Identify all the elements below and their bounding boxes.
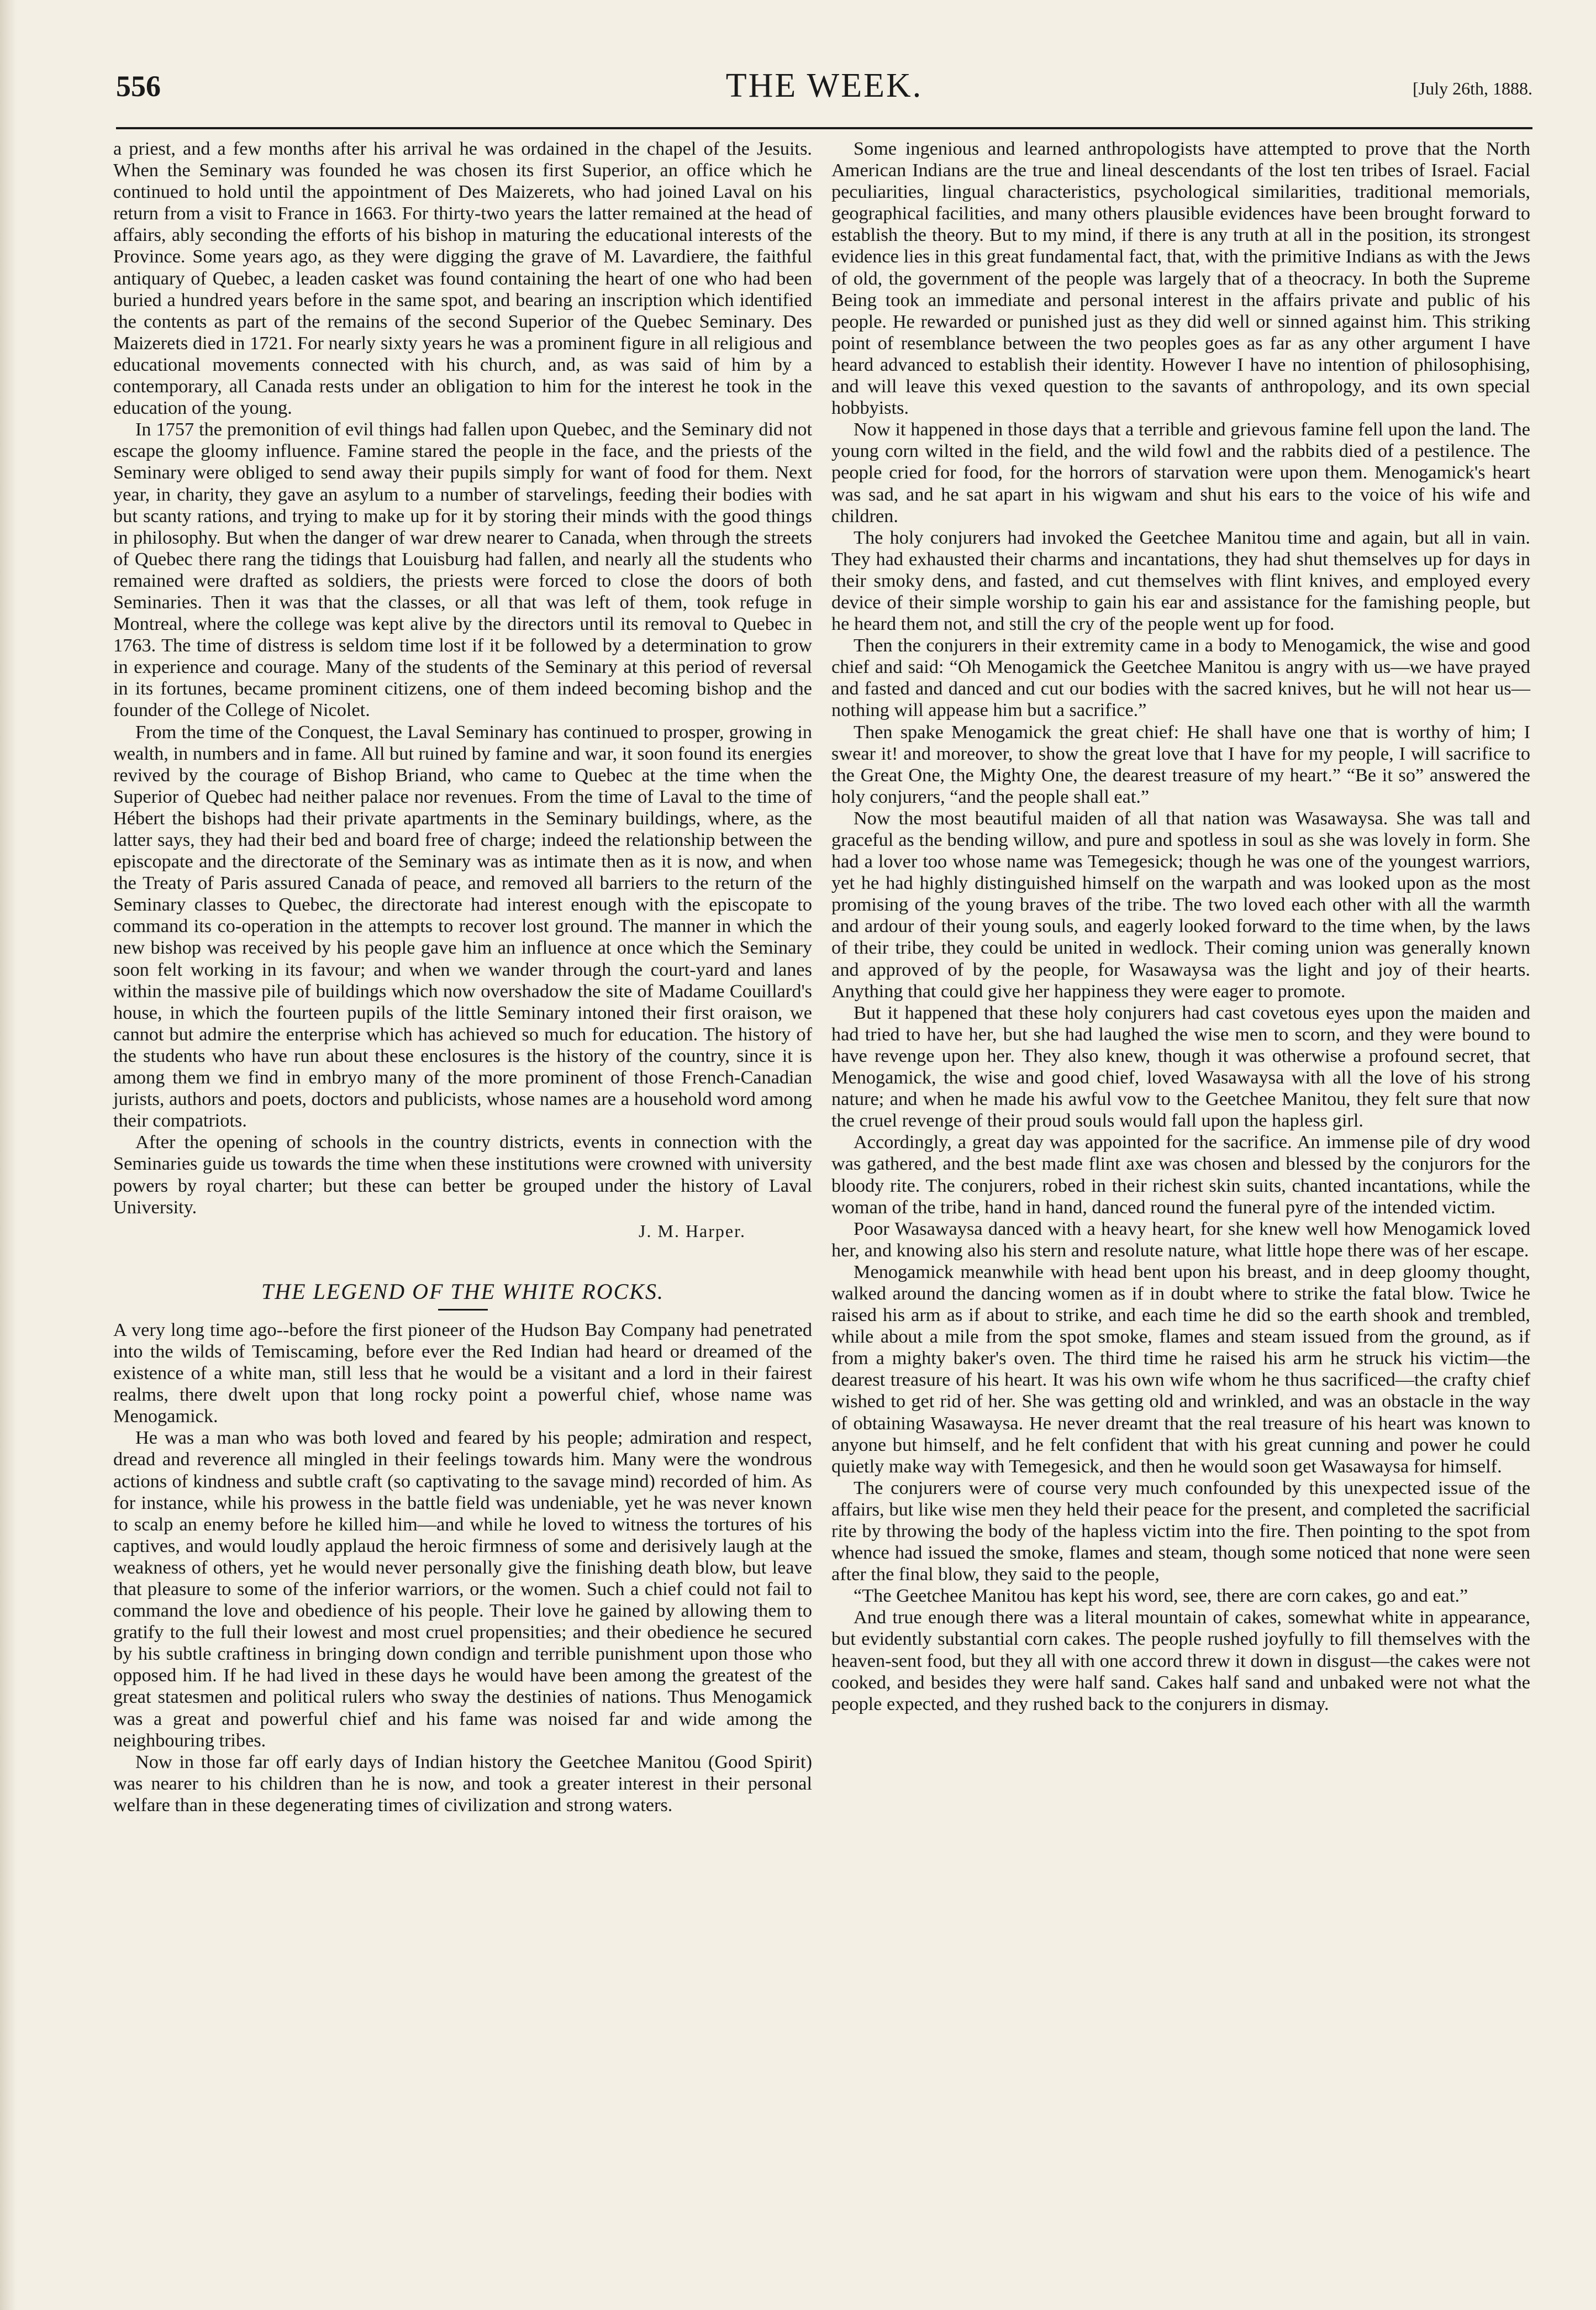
story-paragraph: Some ingenious and learned anthropologists have attempted to prove that the North American Indians are the true and lineal descendants of the lost ten tribes of Israel. Facial peculiarities, lingual characteristics, psychological similarities, traditional memorials, geographical facilities, and many others plausible evidences have been brought forward to establish the theory. But to my mind, if there is any truth at all in the position, its strongest evidence lies in this great fundamental fact, that, with the primitive Indians as with the Jews of old, the government of the people was largely that of a theocracy. In both the Supreme Being took an immediate and personal interest in the affairs private and public of his people. He rewarded or punished just as they did well or sinned against him. This striking point of resemblance between the two peoples goes as far as any other argument I have heard advanced to establish their identity. However I have no intention of philosophising, and will leave this vexed question to the savants of anthropology, and its own special hobbyists. [831, 138, 1530, 419]
right-column [831, 138, 1530, 1715]
story-paragraph: Poor Wasawaysa danced with a heavy heart, for she knew well how Menogamick loved her, and knowing also his stern and resolute nature, what little hope there was of her escape. [831, 1218, 1530, 1261]
story-paragraph: Accordingly, a great day was appointed for the sacrifice. An immense pile of dry wood was gathered, and the best made flint axe was chosen and blessed by the conjurors for the bloody rite. The conjurers, robed in their richest skin suits, chanted incantations, while the woman of the tribe, hand in hand, danced round the funeral pyre of the intended victim. [831, 1132, 1530, 1218]
left-column [113, 138, 812, 1816]
story-paragraph: And true enough there was a literal mountain of cakes, somewhat white in appearance, but evidently substantial corn cakes. The people rushed joyfully to fill themselves with the heaven-sent food, but they all with one accord threw it down in disgust—the cakes were not cooked, and besides they were half sand. Cakes half sand and unbaked were not what the people expected, and they rushed back to the conjurers in dismay. [831, 1607, 1530, 1714]
article-paragraph: After the opening of schools in the country districts, events in connection with the Seminaries guide us towards the time when these institutions were crowned with university powers by royal charter; but these can better be grouped under the history of Laval University. [113, 1132, 812, 1218]
issue-date: [July 26th, 1888. [1413, 78, 1532, 98]
story-paragraph: The conjurers were of course very much confounded by this unexpected issue of the affairs, but like wise men they held their peace for the present, and completed the sacrificial rite by throwing the body of the hapless victim into the fire. Then pointing to the spot from whence had issued the smoke, flames and steam, though some noticed that none were seen after the final blow, they said to the people, [831, 1477, 1530, 1585]
page-spine-shadow [0, 0, 17, 2310]
story-title: THE LEGEND OF THE WHITE ROCKS. [261, 1278, 664, 1304]
title-rule [438, 1309, 488, 1311]
story-paragraph: But it happened that these holy conjurers had cast covetous eyes upon the maiden and had tried to have her, but she had laughed the wise men to scorn, and they were bound to have revenge upon her. They also knew, though it was otherwise a profound secret, that Menogamick, the wise and good chief, loved Wasawaysa with all the love of his strong nature; and when he made his awful vow to the Geetchee Manitou, they felt sure that now the cruel revenge of their proud souls would fall upon the hapless girl. [831, 1002, 1530, 1132]
story-paragraph: Menogamick meanwhile with head bent upon his breast, and in deep gloomy thought, walked around the dancing women as if in doubt where to strike the fatal blow. Twice he raised his arm as if about to strike, and each time he did so the earth shook and trembled, while about a mile from the spot smoke, flames and steam issued from the ground, as if from a mighty baker's oven. The third time he raised his arm he struck his victim—the dearest treasure of his heart. It was his own wife whom he thus sacrificed—the crafty chief wished to get rid of her. She was getting old and wrinkled, and was an obstacle in the way of obtaining Wasawaysa. He never dreamt that the real treasure of his heart was known to anyone but himself, and he felt confident that with his great cunning and power he could quietly make way with Temegesick, and then he would soon get Wasawaysa for himself. [831, 1261, 1530, 1477]
article-paragraph: In 1757 the premonition of evil things had fallen upon Quebec, and the Seminary did not escape the gloomy influence. Famine stared the people in the face, and the priests of the Seminary were obliged to send away their pupils simply for want of food for them. Next year, in charity, they gave an asylum to a number of starvelings, feeding their bodies with but scanty rations, and trying to make up for it by storing their minds with the good things in philosophy. But when the danger of war drew nearer to Canada, when through the streets of Quebec there rang the tidings that Louisburg had fallen, and nearly all the students who remained were drafted as soldiers, the priests were forced to close the doors of both Seminaries. Then it was that the classes, or all that was left of them, took refuge in Montreal, where the college was kept alive by the directors until its removal to Quebec in 1763. The time of distress is seldom time lost if it be followed by a determination to grow in experience and courage. Many of the students of the Seminary at this period of reversal in its fortunes, became prominent citizens, one of them indeed becoming bishop and the founder of the College of Nicolet. [113, 419, 812, 721]
story-paragraph: A very long time ago--before the first pioneer of the Hudson Bay Company had penetrated into the wilds of Temiscaming, before ever the Red Indian had heard or dreamed of the existence of a white man, still less that he would be a visitant and a lord in their fairest realms, there dwelt upon that long rocky point a powerful chief, whose name was Menogamick. [113, 1319, 812, 1427]
story-paragraph: Now it happened in those days that a terrible and grievous famine fell upon the land. The young corn wilted in the field, and the wild fowl and the rabbits died of a pestilence. The people cried for food, for the horrors of starvation were upon them. Menogamick's heart was sad, and he sat apart in his wigwam and shut his ears to the voice of his wife and children. [831, 419, 1530, 527]
article-paragraph: a priest, and a few months after his arrival he was ordained in the chapel of the Jesuits. When the Seminary was founded he was chosen its first Superior, an office which he continued to hold until the appointment of Des Maizerets, who had joined Laval on his return from a visit to France in 1663. For thirty-two years the latter remained at the head of affairs, ably seconding the efforts of his bishop in maturing the educational interests of the Province. Some years ago, as they were digging the grave of M. Lavardiere, the faithful antiquary of Quebec, a leaden casket was found containing the heart of one who had been buried a hundred years before in the same spot, and bearing an inscription which identified the contents as part of the remains of the second Superior of the Quebec Seminary. Des Maizerets died in 1721. For nearly sixty years he was a prominent figure in all religious and educational movements connected with his church, and, as was said of him by a contemporary, all Canada rests under an obligation to him for the interest he took in the education of the young. [113, 138, 812, 419]
author-signature: J. M. Harper. [639, 1220, 746, 1241]
story-paragraph: Now in those far off early days of Indian history the Geetchee Manitou (Good Spirit) was nearer to his children than he is now, and took a greater interest in their personal welfare than in these degenerating times of civilization and strong waters. [113, 1751, 812, 1816]
story-paragraph: “The Geetchee Manitou has kept his word, see, there are corn cakes, go and eat.” [854, 1585, 1468, 1607]
story-paragraph: Then spake Menogamick the great chief: He shall have one that is worthy of him; I swear it! and moreover, to show the great love that I have for my people, I will sacrifice to the Great One, the Mighty One, the dearest treasure of my heart.” “Be it so” answered the holy conjurers, “and the people shall eat.” [831, 721, 1530, 807]
story-paragraph: Now the most beautiful maiden of all that nation was Wasawaysa. She was tall and graceful as the bending willow, and pure and spotless in soul as she was lovely in form. She had a lover too whose name was Temegesick; though he was one of the youngest warriors, yet he had highly distinguished himself on the warpath and was looked upon as the most promising of the young braves of the tribe. The two loved each other with all the warmth and ardour of their young souls, and eagerly looked forward to the time when, by the laws of their tribe, they could be united in wedlock. Their coming union was generally known and approved of by the people, for Wasawaysa was the light and joy of their hearts. Anything that could give her happiness they were eager to promote. [831, 807, 1530, 1002]
story-paragraph: He was a man who was both loved and feared by his people; admiration and respect, dread and reverence all mingled in their feelings towards him. Many were the wondrous actions of kindness and subtle craft (so captivating to the savage mind) recorded of him. As for instance, while his prowess in the battle field was undeniable, yet he was never known to scalp an enemy before he killed him—and while he loved to witness the tortures of his captives, and would loudly applaud the heroic firmness of some and derisively laugh at the weakness of others, yet he would never personally give the finishing death blow, but leave that pleasure to some of the inferior warriors, or the women. Such a chief could not fail to command the love and obedience of his people. Their love he gained by allowing them to gratify to the full their lowest and most cruel propensities; and their obedience he secured by his subtle craftiness in bringing down condign and terrible punishment upon those who opposed him. If he had lived in these days he would have been among the greatest of the great statesmen and political rulers who sway the destinies of nations. Thus Menogamick was a great and powerful chief and his fame was noised far and wide among the neighbouring tribes. [113, 1427, 812, 1751]
page-header [116, 66, 1532, 129]
story-paragraph: Then the conjurers in their extremity came in a body to Menogamick, the wise and good chief and said: “Oh Menogamick the Geetchee Manitou is angry with us—we have prayed and fasted and danced and cut our bodies with the sacred knives, but he will not hear us—nothing will appease him but a sacrifice.” [831, 635, 1530, 721]
story-paragraph: The holy conjurers had invoked the Geetchee Manitou time and again, but all in vain. They had exhausted their charms and incantations, they had shut themselves up for days in their smoky dens, and fasted, and cut themselves with flint knives, and employed every device of their simple worship to gain his ear and assistance for the famishing people, but he heard them not, and still the cry of the people went up for food. [831, 527, 1530, 635]
page-number: 556 [116, 70, 161, 103]
article-paragraph: From the time of the Conquest, the Laval Seminary has continued to prosper, growing in wealth, in numbers and in fame. All but ruined by famine and war, it soon found its energies revived by the courage of Bishop Briand, who came to Quebec at the time when the Superior of Quebec had neither palace nor revenues. From the time of Laval to the time of Hébert the bishops had their private apartments in the Seminary buildings, where, as the latter says, they had their bed and board free of charge; indeed the relationship between the episcopate and the directorate of the Seminary was as intimate then as it is now, and when the Treaty of Paris assured Canada of peace, and removed all barriers to the return of the Seminary classes to Quebec, the directorate had interest enough with the episcopate to command its co-operation in the attempts to recover lost ground. The manner in which the new bishop was received by his people gave him an influence at once which the Seminary soon felt working in its favour; and when we wander through the court-yard and lanes within the massive pile of buildings which now overshadow the site of Madame Couillard's house, in which the fourteen pupils of the little Seminary intoned their first oraison, we cannot but admire the enterprise which has achieved so much for education. The history of the students who have run about these enclosures is the history of the country, since it is among them we find in embryo many of the more prominent of those French-Canadian jurists, authors and poets, doctors and publicists, whose names are a household word among their compatriots. [113, 721, 812, 1132]
publication-title: THE WEEK. [725, 67, 923, 104]
